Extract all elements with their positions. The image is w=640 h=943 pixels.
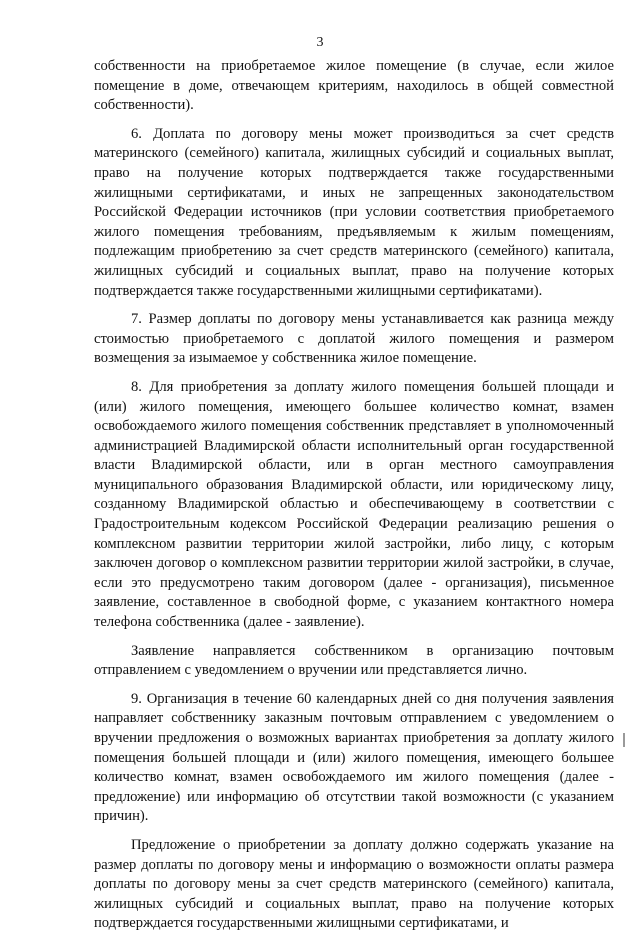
scan-artifact-mark [623, 733, 625, 747]
page-number: 3 [316, 35, 324, 50]
paragraph-application-delivery: Заявление направляется собственником в организацию почтовым отправлением с уведомлением о вручении или представляется лично. [94, 642, 614, 679]
paragraph-item-6: 6. Доплата по договору мены может производиться за счет средств материнского (семейного) капитала, жилищных субсидий и социальных выплат, право на получение которых подтверждается также государственными жилищными сертификатами, и иных не запрещенных законодательством Российской Федерации источников (при условии соответствия приобретаемого жилого помещения требованиям, предъявляемым к жилым помещениям, подлежащим приобретению за счет средств материнского (семейного) капитала, жилищных субсидий и социальных выплат, право на получение которых подтверждается также государственными жилищными сертификатами). [94, 125, 614, 299]
paragraph-offer-content: Предложение о приобретении за доплату должно содержать указание на размер доплаты по договору мены и информацию о возможности оплаты размера доплаты по договору мены за счет средств материнского (семейного) капитала, жилищных субсидий и социальных выплат, право на получение которых подтверждается государственными жилищными сертификатами, и [94, 836, 614, 932]
paragraph-item-8: 8. Для приобретения за доплату жилого помещения большей площади и (или) жилого помещения, имеющего большее количество комнат, взамен освобождаемого жилого помещения собственник представляет в уполномоченный администрацией Владимирской области исполнительный орган государственной власти Владимирской области, или в орган местного самоуправления муниципального образования Владимирской области, или юридическому лицу, созданному Владимирской областью и обеспечивающему в соответствии с Градостроительным кодексом Российской Федерации реализацию решения о комплексном развитии территории жилой застройки, либо лицу, с которым заключен договор о комплексном развитии территории жилой застройки, в случае, если это предусмотрено таким договором (далее - организация), письменное заявление, составленное в свободной форме, с указанием контактного номера телефона собственника (далее - заявление). [94, 378, 614, 631]
paragraph-item-9: 9. Организация в течение 60 календарных дней со дня получения заявления направляет собственнику заказным почтовым отправлением с уведомлением о вручении предложения о возможных вариантах приобретения за доплату жилого помещения большей площади и (или) жилого помещения, имеющего большее количество комнат, взамен освобождаемого им жилого помещения (далее - предложение) или информацию об отсутствии такой возможности (с указанием причин). [94, 690, 614, 825]
document-body [94, 57, 614, 943]
paragraph-continuation: собственности на приобретаемое жилое помещение (в случае, если жилое помещение в доме, отвечающем критериям, находилось в общей совместной собственности). [94, 58, 614, 114]
paragraph-item-7: 7. Размер доплаты по договору мены устанавливается как разница между стоимостью приобретаемого с доплатой жилого помещения и размером возмещения за изымаемое у собственника жилое помещение. [94, 311, 614, 367]
